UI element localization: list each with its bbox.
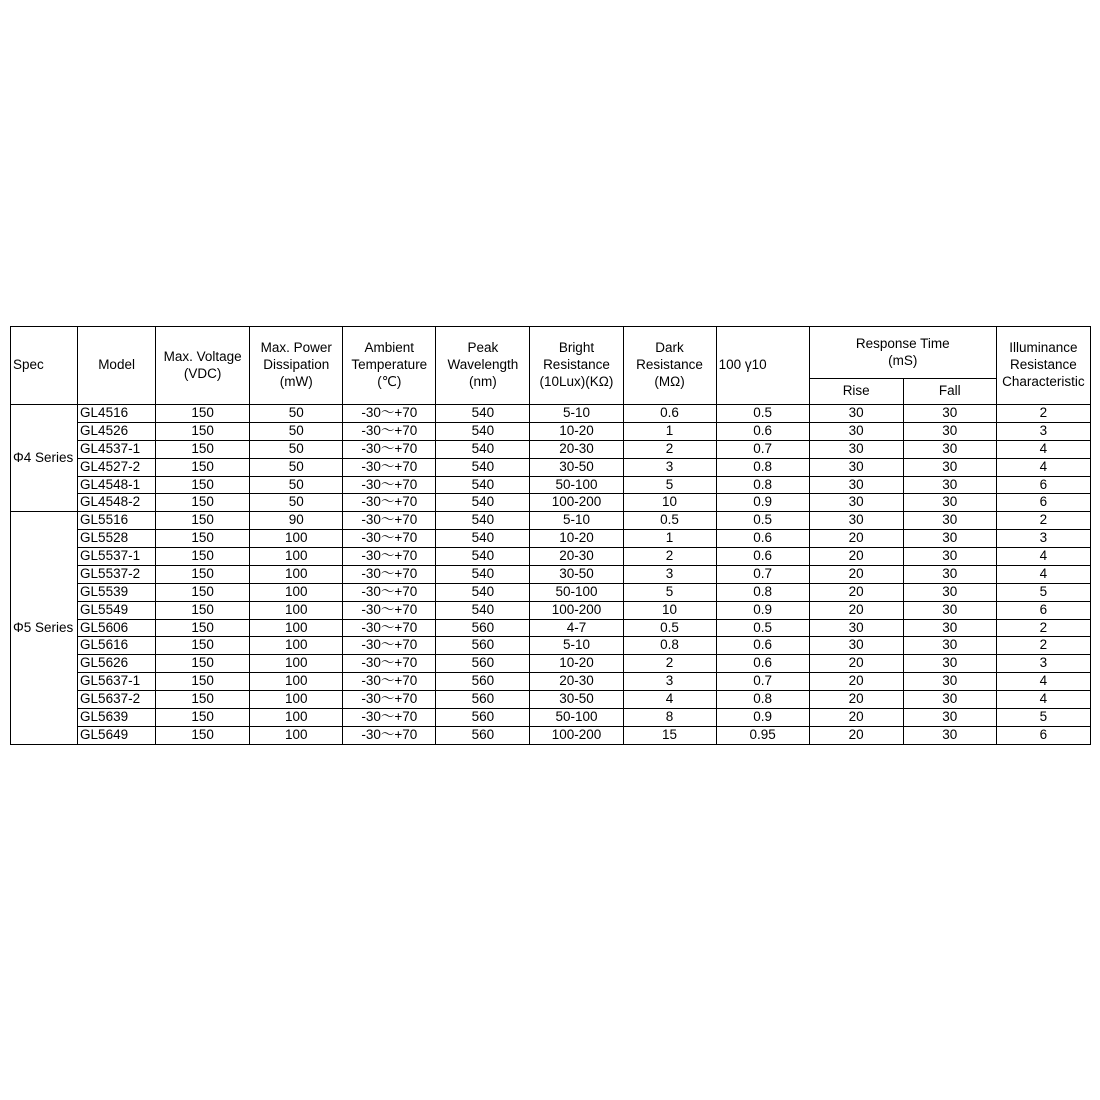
header-peak-wavelength (436, 327, 530, 405)
cell-gamma: 0.7 (716, 565, 809, 583)
cell-fall: 30 (903, 476, 996, 494)
cell-rise: 30 (809, 405, 903, 423)
cell-peak-wavelength: 560 (436, 708, 530, 726)
cell-ambient-temperature: -30～+70 (343, 726, 436, 744)
cell-max-voltage: 150 (156, 458, 250, 476)
cell-model: GL5528 (78, 530, 156, 548)
cell-bright-resistance: 30-50 (530, 565, 623, 583)
cell-dark-resistance: 0.6 (623, 405, 716, 423)
cell-ambient-temperature: -30～+70 (343, 601, 436, 619)
cell-max-voltage: 150 (156, 422, 250, 440)
cell-gamma: 0.6 (716, 637, 809, 655)
cell-model: GL4548-2 (78, 494, 156, 512)
cell-illuminance: 2 (996, 619, 1090, 637)
header-illuminance (996, 327, 1090, 405)
cell-bright-resistance: 5-10 (530, 637, 623, 655)
header-spec: Spec (11, 327, 78, 405)
header-max-power (250, 327, 343, 405)
cell-dark-resistance: 2 (623, 655, 716, 673)
table-row (11, 708, 1091, 726)
cell-illuminance: 4 (996, 458, 1090, 476)
cell-rise: 30 (809, 422, 903, 440)
cell-fall: 30 (903, 565, 996, 583)
header-max-voltage (156, 327, 250, 405)
header-bright-line2: Resistance (543, 357, 610, 373)
cell-illuminance: 3 (996, 422, 1090, 440)
cell-max-voltage: 150 (156, 619, 250, 637)
cell-max-voltage: 150 (156, 637, 250, 655)
cell-max-voltage: 150 (156, 726, 250, 744)
cell-dark-resistance: 2 (623, 548, 716, 566)
table-row (11, 530, 1091, 548)
cell-max-power: 100 (250, 583, 343, 601)
cell-model: GL5537-2 (78, 565, 156, 583)
cell-model: GL5606 (78, 619, 156, 637)
cell-peak-wavelength: 560 (436, 637, 530, 655)
header-response-line2: (mS) (888, 352, 918, 368)
cell-max-voltage: 150 (156, 548, 250, 566)
cell-ambient-temperature: -30～+70 (343, 655, 436, 673)
cell-dark-resistance: 3 (623, 458, 716, 476)
cell-ambient-temperature: -30～+70 (343, 691, 436, 709)
cell-ambient-temperature: -30～+70 (343, 673, 436, 691)
cell-fall: 30 (903, 637, 996, 655)
cell-bright-resistance: 100-200 (530, 601, 623, 619)
cell-bright-resistance: 5-10 (530, 512, 623, 530)
cell-ambient-temperature: -30～+70 (343, 476, 436, 494)
cell-fall: 30 (903, 619, 996, 637)
cell-peak-wavelength: 560 (436, 655, 530, 673)
cell-illuminance: 2 (996, 637, 1090, 655)
cell-max-voltage: 150 (156, 530, 250, 548)
cell-ambient-temperature: -30～+70 (343, 619, 436, 637)
cell-ambient-temperature: -30～+70 (343, 512, 436, 530)
cell-rise: 20 (809, 530, 903, 548)
cell-bright-resistance: 50-100 (530, 708, 623, 726)
cell-gamma: 0.6 (716, 422, 809, 440)
cell-model: GL4526 (78, 422, 156, 440)
header-bright-resistance (530, 327, 623, 405)
cell-peak-wavelength: 560 (436, 691, 530, 709)
cell-gamma: 0.6 (716, 530, 809, 548)
cell-fall: 30 (903, 655, 996, 673)
cell-illuminance: 2 (996, 512, 1090, 530)
header-dark-resistance (623, 327, 716, 405)
header-gamma: 100 γ10 (716, 327, 809, 405)
cell-dark-resistance: 8 (623, 708, 716, 726)
cell-model: GL5516 (78, 512, 156, 530)
cell-dark-resistance: 1 (623, 530, 716, 548)
cell-peak-wavelength: 540 (436, 422, 530, 440)
header-ambient-line3: (℃) (377, 373, 402, 389)
cell-illuminance: 3 (996, 655, 1090, 673)
header-ambient-line2: Temperature (351, 357, 428, 373)
cell-dark-resistance: 0.5 (623, 512, 716, 530)
cell-rise: 30 (809, 458, 903, 476)
cell-gamma: 0.6 (716, 548, 809, 566)
cell-bright-resistance: 20-30 (530, 673, 623, 691)
table-row (11, 726, 1091, 744)
cell-model: GL5637-1 (78, 673, 156, 691)
cell-ambient-temperature: -30～+70 (343, 530, 436, 548)
cell-ambient-temperature: -30～+70 (343, 405, 436, 423)
cell-max-voltage: 150 (156, 601, 250, 619)
table-row (11, 494, 1091, 512)
table-row (11, 440, 1091, 458)
cell-illuminance: 6 (996, 726, 1090, 744)
cell-fall: 30 (903, 691, 996, 709)
cell-peak-wavelength: 540 (436, 440, 530, 458)
cell-max-power: 100 (250, 637, 343, 655)
cell-bright-resistance: 20-30 (530, 548, 623, 566)
header-max-power-line3: (mW) (279, 373, 313, 389)
table-row (11, 619, 1091, 637)
table-row (11, 655, 1091, 673)
cell-rise: 20 (809, 708, 903, 726)
cell-bright-resistance: 10-20 (530, 655, 623, 673)
cell-ambient-temperature: -30～+70 (343, 708, 436, 726)
cell-ambient-temperature: -30～+70 (343, 440, 436, 458)
cell-max-voltage: 150 (156, 708, 250, 726)
header-fall: Fall (903, 379, 996, 405)
cell-max-power: 50 (250, 405, 343, 423)
cell-gamma: 0.5 (716, 512, 809, 530)
cell-dark-resistance: 1 (623, 422, 716, 440)
cell-bright-resistance: 50-100 (530, 476, 623, 494)
cell-illuminance: 5 (996, 583, 1090, 601)
cell-rise: 30 (809, 476, 903, 494)
cell-max-power: 50 (250, 476, 343, 494)
cell-max-voltage: 150 (156, 440, 250, 458)
header-row (11, 327, 1091, 379)
cell-ambient-temperature: -30～+70 (343, 583, 436, 601)
cell-peak-wavelength: 540 (436, 512, 530, 530)
cell-dark-resistance: 0.5 (623, 619, 716, 637)
cell-model: GL5537-1 (78, 548, 156, 566)
table-row (11, 673, 1091, 691)
table-row (11, 405, 1091, 423)
cell-ambient-temperature: -30～+70 (343, 422, 436, 440)
header-dark-line2: Resistance (636, 357, 703, 373)
cell-gamma: 0.7 (716, 440, 809, 458)
header-model: Model (78, 327, 156, 405)
table-row (11, 476, 1091, 494)
cell-fall: 30 (903, 583, 996, 601)
cell-max-power: 50 (250, 422, 343, 440)
cell-illuminance: 2 (996, 405, 1090, 423)
cell-illuminance: 4 (996, 440, 1090, 458)
cell-bright-resistance: 10-20 (530, 422, 623, 440)
cell-max-voltage: 150 (156, 655, 250, 673)
header-peak-line3: (nm) (469, 373, 497, 389)
header-max-voltage-line2: (VDC) (183, 365, 222, 381)
cell-fall: 30 (903, 512, 996, 530)
cell-dark-resistance: 15 (623, 726, 716, 744)
header-bright-line3: (10Lux)(KΩ) (539, 373, 614, 389)
cell-rise: 20 (809, 655, 903, 673)
header-illuminance-line2: Resistance (1010, 357, 1077, 373)
cell-max-power: 100 (250, 708, 343, 726)
cell-fall: 30 (903, 440, 996, 458)
cell-gamma: 0.5 (716, 405, 809, 423)
cell-dark-resistance: 10 (623, 601, 716, 619)
cell-fall: 30 (903, 601, 996, 619)
cell-bright-resistance: 4-7 (530, 619, 623, 637)
cell-dark-resistance: 2 (623, 440, 716, 458)
cell-fall: 30 (903, 422, 996, 440)
cell-model: GL5539 (78, 583, 156, 601)
header-bright-line1: Bright (558, 340, 595, 356)
header-ambient-temperature (343, 327, 436, 405)
cell-rise: 20 (809, 691, 903, 709)
cell-gamma: 0.8 (716, 458, 809, 476)
cell-dark-resistance: 4 (623, 691, 716, 709)
cell-gamma: 0.8 (716, 583, 809, 601)
cell-fall: 30 (903, 405, 996, 423)
header-max-power-line2: Dissipation (263, 357, 330, 373)
cell-illuminance: 4 (996, 565, 1090, 583)
cell-rise: 20 (809, 601, 903, 619)
cell-bright-resistance: 100-200 (530, 494, 623, 512)
cell-fall: 30 (903, 494, 996, 512)
cell-illuminance: 6 (996, 476, 1090, 494)
table-row (11, 548, 1091, 566)
cell-illuminance: 6 (996, 494, 1090, 512)
cell-max-power: 100 (250, 691, 343, 709)
cell-gamma: 0.7 (716, 673, 809, 691)
cell-peak-wavelength: 540 (436, 458, 530, 476)
cell-peak-wavelength: 540 (436, 583, 530, 601)
cell-bright-resistance: 50-100 (530, 583, 623, 601)
cell-dark-resistance: 5 (623, 476, 716, 494)
cell-bright-resistance: 30-50 (530, 691, 623, 709)
cell-peak-wavelength: 560 (436, 726, 530, 744)
table-row (11, 601, 1091, 619)
cell-max-voltage: 150 (156, 673, 250, 691)
cell-peak-wavelength: 560 (436, 673, 530, 691)
cell-ambient-temperature: -30～+70 (343, 548, 436, 566)
cell-illuminance: 4 (996, 548, 1090, 566)
cell-illuminance: 5 (996, 708, 1090, 726)
header-max-power-line1: Max. Power (260, 340, 332, 356)
cell-rise: 30 (809, 440, 903, 458)
table-row (11, 691, 1091, 709)
cell-gamma: 0.9 (716, 494, 809, 512)
cell-ambient-temperature: -30～+70 (343, 458, 436, 476)
cell-rise: 30 (809, 494, 903, 512)
cell-bright-resistance: 20-30 (530, 440, 623, 458)
cell-max-power: 100 (250, 548, 343, 566)
cell-max-power: 100 (250, 530, 343, 548)
cell-model: GL5626 (78, 655, 156, 673)
cell-max-power: 100 (250, 601, 343, 619)
cell-rise: 30 (809, 637, 903, 655)
header-rise: Rise (809, 379, 903, 405)
cell-peak-wavelength: 540 (436, 405, 530, 423)
table-row (11, 637, 1091, 655)
cell-ambient-temperature: -30～+70 (343, 494, 436, 512)
cell-dark-resistance: 5 (623, 583, 716, 601)
cell-dark-resistance: 3 (623, 565, 716, 583)
header-response-time (809, 327, 996, 379)
cell-illuminance: 3 (996, 530, 1090, 548)
header-response-line1: Response Time (855, 335, 950, 351)
cell-bright-resistance: 100-200 (530, 726, 623, 744)
cell-max-power: 100 (250, 655, 343, 673)
cell-rise: 30 (809, 619, 903, 637)
cell-fall: 30 (903, 530, 996, 548)
header-illuminance-line3: Characteristic (1002, 373, 1085, 389)
cell-dark-resistance: 10 (623, 494, 716, 512)
cell-gamma: 0.95 (716, 726, 809, 744)
cell-model: GL5649 (78, 726, 156, 744)
cell-peak-wavelength: 540 (436, 565, 530, 583)
cell-model: GL5616 (78, 637, 156, 655)
cell-bright-resistance: 5-10 (530, 405, 623, 423)
cell-rise: 30 (809, 512, 903, 530)
cell-rise: 20 (809, 583, 903, 601)
cell-gamma: 0.8 (716, 476, 809, 494)
cell-fall: 30 (903, 673, 996, 691)
header-max-voltage-line1: Max. Voltage (163, 348, 242, 364)
cell-max-voltage: 150 (156, 405, 250, 423)
table-body (11, 405, 1091, 745)
cell-model: GL4537-1 (78, 440, 156, 458)
table-row (11, 512, 1091, 530)
cell-gamma: 0.6 (716, 655, 809, 673)
header-ambient-line1: Ambient (364, 340, 415, 356)
cell-fall: 30 (903, 458, 996, 476)
cell-model: GL4548-1 (78, 476, 156, 494)
cell-gamma: 0.9 (716, 708, 809, 726)
cell-max-voltage: 150 (156, 476, 250, 494)
photoresistor-spec-table (10, 326, 1091, 745)
cell-peak-wavelength: 540 (436, 530, 530, 548)
cell-max-power: 100 (250, 726, 343, 744)
series-label: Φ5 Series (11, 512, 78, 744)
cell-rise: 20 (809, 565, 903, 583)
cell-model: GL4516 (78, 405, 156, 423)
cell-peak-wavelength: 540 (436, 494, 530, 512)
cell-fall: 30 (903, 726, 996, 744)
cell-fall: 30 (903, 548, 996, 566)
cell-bright-resistance: 30-50 (530, 458, 623, 476)
cell-max-power: 50 (250, 440, 343, 458)
cell-gamma: 0.9 (716, 601, 809, 619)
cell-illuminance: 6 (996, 601, 1090, 619)
cell-model: GL4527-2 (78, 458, 156, 476)
cell-peak-wavelength: 560 (436, 619, 530, 637)
cell-max-power: 100 (250, 565, 343, 583)
cell-model: GL5637-2 (78, 691, 156, 709)
cell-dark-resistance: 0.8 (623, 637, 716, 655)
table-row (11, 422, 1091, 440)
cell-max-voltage: 150 (156, 565, 250, 583)
cell-bright-resistance: 10-20 (530, 530, 623, 548)
table-row (11, 458, 1091, 476)
header-peak-line2: Wavelength (447, 357, 519, 373)
header-dark-line1: Dark (655, 340, 684, 356)
cell-peak-wavelength: 540 (436, 601, 530, 619)
cell-peak-wavelength: 540 (436, 476, 530, 494)
cell-peak-wavelength: 540 (436, 548, 530, 566)
cell-rise: 20 (809, 548, 903, 566)
header-illuminance-line1: Illuminance (1009, 340, 1078, 356)
cell-max-power: 100 (250, 673, 343, 691)
cell-max-voltage: 150 (156, 691, 250, 709)
cell-max-voltage: 150 (156, 583, 250, 601)
cell-max-power: 90 (250, 512, 343, 530)
cell-rise: 20 (809, 673, 903, 691)
cell-max-voltage: 150 (156, 494, 250, 512)
cell-gamma: 0.5 (716, 619, 809, 637)
cell-gamma: 0.8 (716, 691, 809, 709)
cell-max-power: 100 (250, 619, 343, 637)
series-label: Φ4 Series (11, 405, 78, 512)
cell-max-power: 50 (250, 458, 343, 476)
cell-fall: 30 (903, 708, 996, 726)
header-peak-line1: Peak (467, 340, 499, 356)
cell-ambient-temperature: -30～+70 (343, 637, 436, 655)
cell-illuminance: 4 (996, 673, 1090, 691)
cell-max-voltage: 150 (156, 512, 250, 530)
table-row (11, 583, 1091, 601)
cell-ambient-temperature: -30～+70 (343, 565, 436, 583)
header-dark-line3: (MΩ) (654, 373, 685, 389)
table-row (11, 565, 1091, 583)
cell-model: GL5549 (78, 601, 156, 619)
cell-model: GL5639 (78, 708, 156, 726)
cell-max-power: 50 (250, 494, 343, 512)
cell-illuminance: 4 (996, 691, 1090, 709)
cell-rise: 20 (809, 726, 903, 744)
cell-dark-resistance: 3 (623, 673, 716, 691)
